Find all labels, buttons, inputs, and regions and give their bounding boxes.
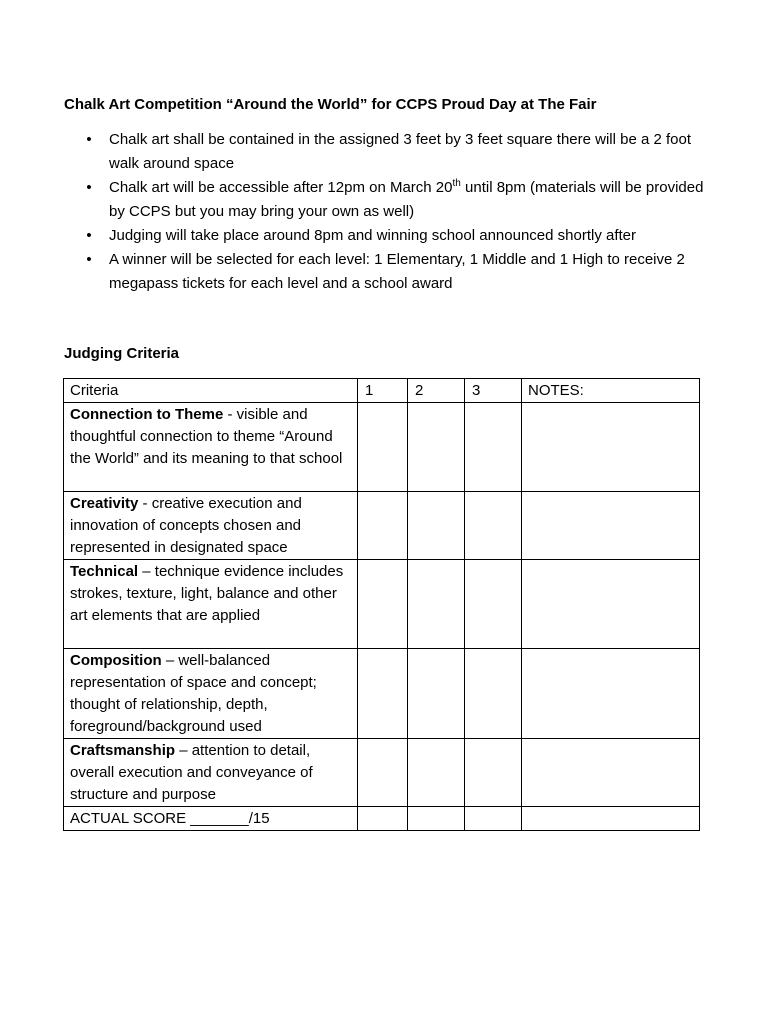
total-score-cell-1[interactable]: [358, 807, 408, 831]
rule-text: Chalk art shall be contained in the assigned 3 feet by 3 feet square there will be a 2 foot walk around space: [109, 131, 692, 172]
score-cell-1[interactable]: [358, 739, 408, 807]
notes-cell[interactable]: [522, 403, 700, 492]
notes-cell[interactable]: [522, 492, 700, 560]
header-notes: NOTES:: [522, 379, 700, 403]
criteria-description: – attention to detail, overall execution and conveyance of structure and purpose: [70, 742, 313, 803]
table-header-row: [64, 379, 700, 403]
score-cell-3[interactable]: [465, 560, 522, 649]
bullet-icon: •: [86, 179, 92, 196]
score-cell-1[interactable]: [358, 560, 408, 649]
header-criteria: Criteria: [64, 379, 358, 403]
bullet-icon: •: [86, 227, 92, 244]
criteria-cell: [64, 492, 358, 560]
actual-score-label: ACTUAL SCORE _______/15: [64, 807, 358, 831]
table-row: [64, 403, 700, 492]
score-cell-1[interactable]: [358, 403, 408, 492]
rule-item: [82, 224, 712, 248]
score-cell-2[interactable]: [408, 492, 465, 560]
rule-item: [82, 248, 712, 296]
rule-text-continued: until 8pm (materials will be provided by CCPS but you may bring your own as well): [109, 179, 704, 220]
criteria-description: - visible and thoughtful connection to theme “Around the World” and its meaning to that school: [70, 406, 343, 467]
score-cell-3[interactable]: [465, 739, 522, 807]
header-score-1: 1: [358, 379, 408, 403]
judging-criteria-table: [63, 378, 700, 831]
header-score-2: 2: [408, 379, 465, 403]
total-notes-cell[interactable]: [522, 807, 700, 831]
criteria-description: – well-balanced representation of space and concept; thought of relationship, depth, foreground/background used: [70, 652, 317, 735]
score-cell-2[interactable]: [408, 560, 465, 649]
score-cell-3[interactable]: [465, 403, 522, 492]
bullet-icon: •: [86, 131, 92, 148]
notes-cell[interactable]: [522, 560, 700, 649]
criteria-name: Connection to Theme: [70, 406, 224, 423]
rule-item: [82, 176, 712, 224]
criteria-description: – technique evidence includes strokes, texture, light, balance and other art elements that are applied: [70, 563, 344, 624]
rule-text: A winner will be selected for each level: 1 Elementary, 1 Middle and 1 High to receive 2 megapass tickets for each level and a school award: [109, 251, 685, 292]
total-score-row: [64, 807, 700, 831]
rule-superscript: th: [452, 178, 461, 189]
criteria-name: Technical: [70, 563, 139, 580]
score-cell-2[interactable]: [408, 649, 465, 739]
criteria-name: Craftsmanship: [70, 742, 176, 759]
criteria-cell: [64, 403, 358, 492]
rules-list: [82, 128, 712, 296]
judging-criteria-heading: Judging Criteria: [64, 345, 180, 362]
bullet-icon: •: [86, 251, 92, 268]
score-cell-1[interactable]: [358, 492, 408, 560]
notes-cell[interactable]: [522, 649, 700, 739]
table-row: [64, 560, 700, 649]
total-score-cell-3[interactable]: [465, 807, 522, 831]
criteria-cell: [64, 560, 358, 649]
score-cell-2[interactable]: [408, 739, 465, 807]
criteria-cell: [64, 649, 358, 739]
criteria-description: - creative execution and innovation of concepts chosen and represented in designated space: [70, 495, 302, 556]
rule-text: Chalk art will be accessible after 12pm on March 20: [109, 179, 453, 196]
notes-cell[interactable]: [522, 739, 700, 807]
criteria-cell: [64, 739, 358, 807]
score-cell-2[interactable]: [408, 403, 465, 492]
rule-text: Judging will take place around 8pm and winning school announced shortly after: [109, 227, 636, 244]
document-title: Chalk Art Competition “Around the World” for CCPS Proud Day at The Fair: [64, 96, 597, 113]
table-row: [64, 739, 700, 807]
score-cell-3[interactable]: [465, 649, 522, 739]
table-row: [64, 492, 700, 560]
criteria-name: Creativity: [70, 495, 139, 512]
score-cell-1[interactable]: [358, 649, 408, 739]
table-row: [64, 649, 700, 739]
header-score-3: 3: [465, 379, 522, 403]
total-score-cell-2[interactable]: [408, 807, 465, 831]
rule-item: [82, 128, 712, 176]
criteria-name: Composition: [70, 652, 162, 669]
score-cell-3[interactable]: [465, 492, 522, 560]
